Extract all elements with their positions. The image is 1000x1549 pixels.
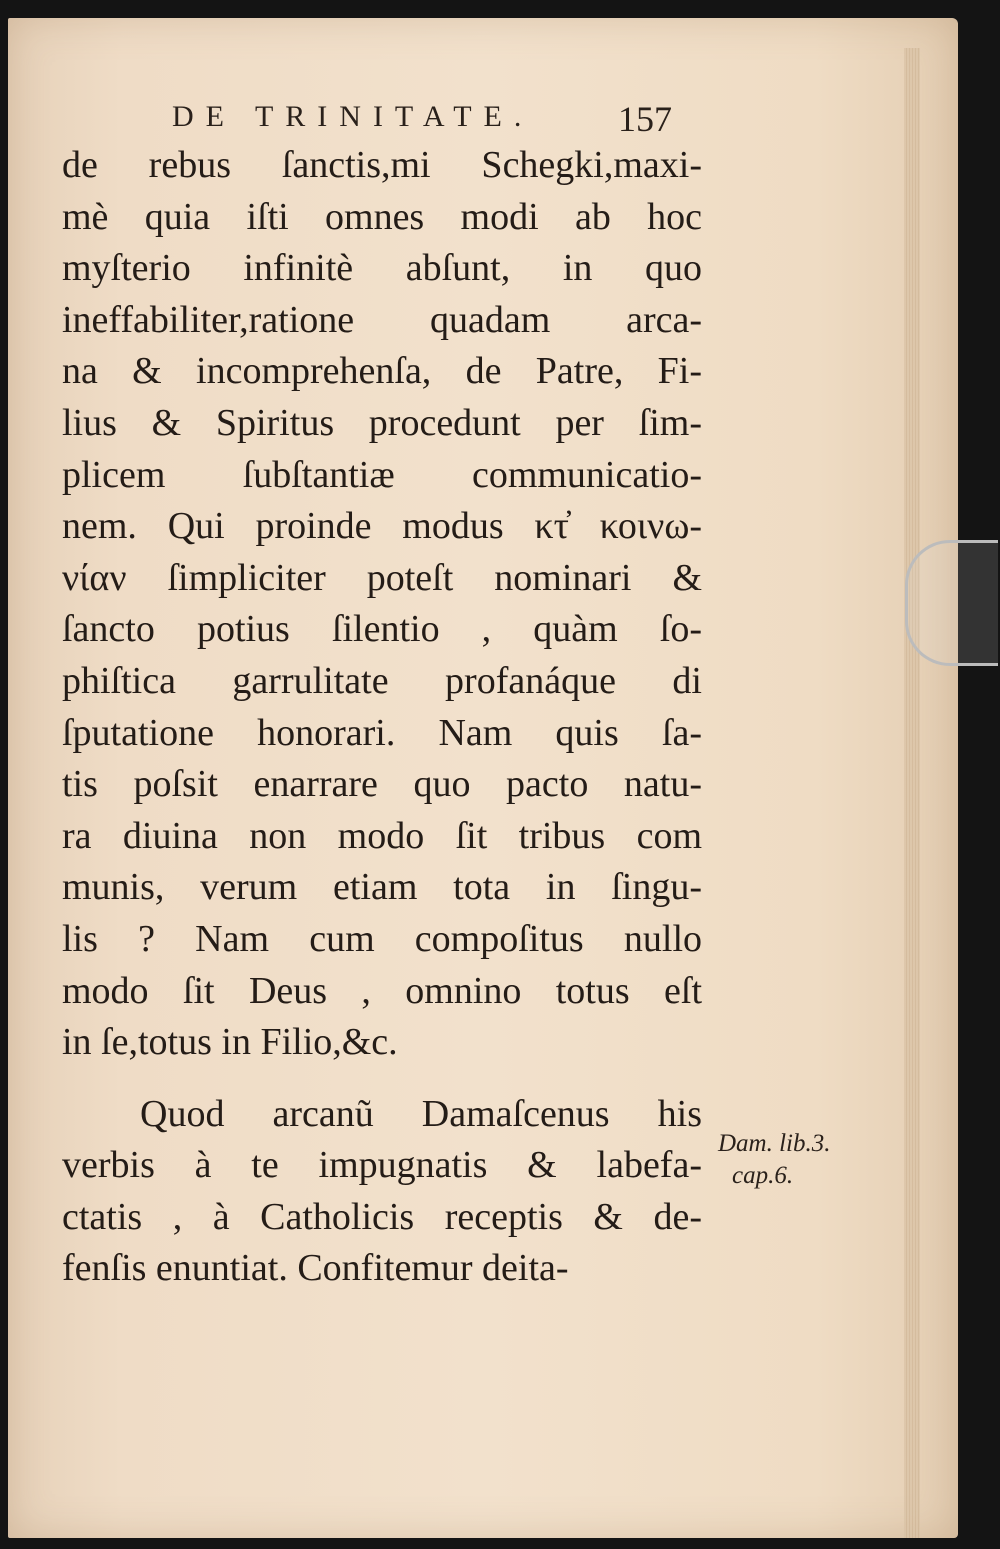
text-line: myſterio infinitè abſunt, in quo: [62, 247, 702, 290]
text-line: ſputatione honorari. Nam quis ſa-: [62, 711, 702, 754]
page-edge-stack: [904, 48, 920, 1538]
margin-note-line-1: Dam. lib.3.: [718, 1130, 831, 1157]
text-line: fenſis enuntiat. Confitemur deita-: [62, 1247, 569, 1290]
paragraph-2: [62, 1089, 702, 1295]
text-line: ra diuina non modo ſit tribus com: [62, 814, 702, 857]
text-line: verbis à te impugnatis & labefa-: [62, 1144, 702, 1187]
text-line: ineffabiliter,ratione quadam arca-: [62, 298, 702, 341]
text-line: in ſe,totus in Filio,&c.: [62, 1021, 398, 1064]
text-line: ſancto potius ſilentio , quàm ſo-: [62, 608, 702, 651]
text-line: νίαν ſimpliciter poteſt nominari &: [62, 556, 702, 599]
text-line: lius & Spiritus procedunt per ſim-: [62, 401, 702, 444]
text-line: ctatis , à Catholicis receptis & de-: [62, 1195, 702, 1238]
text-line: tis poſsit enarrare quo pacto natu-: [62, 763, 702, 806]
margin-note-line-2: cap.6.: [732, 1162, 794, 1189]
text-line: phiſtica garrulitate profanáque di: [62, 659, 702, 702]
text-line: munis, verum etiam tota in ſingu-: [62, 866, 702, 909]
page-clip-tab: [905, 540, 998, 666]
text-line: nem. Qui proinde modus κτ̓ κοινω-: [62, 505, 702, 548]
marginal-reference-note: [718, 1128, 831, 1192]
text-line: Quod arcanũ Damaſcenus his: [140, 1092, 702, 1135]
text-line: modo ſit Deus , omnino totus eſt: [62, 969, 702, 1012]
text-line: mè quia iſti omnes modi ab hoc: [62, 195, 702, 238]
page-number: 157: [618, 99, 672, 139]
text-line: na & incomprehenſa, de Patre, Fi-: [62, 350, 702, 393]
main-text-block: [62, 140, 702, 1295]
paragraph-1: [62, 140, 702, 1069]
text-line: lis ? Nam cum compoſitus nullo: [62, 917, 702, 960]
running-head-title: DE TRINITATE.: [172, 100, 534, 133]
text-line: plicem ſubſtantiæ communicatio-: [62, 453, 702, 496]
text-line: de rebus ſanctis,mi Schegki,maxi-: [62, 144, 702, 186]
